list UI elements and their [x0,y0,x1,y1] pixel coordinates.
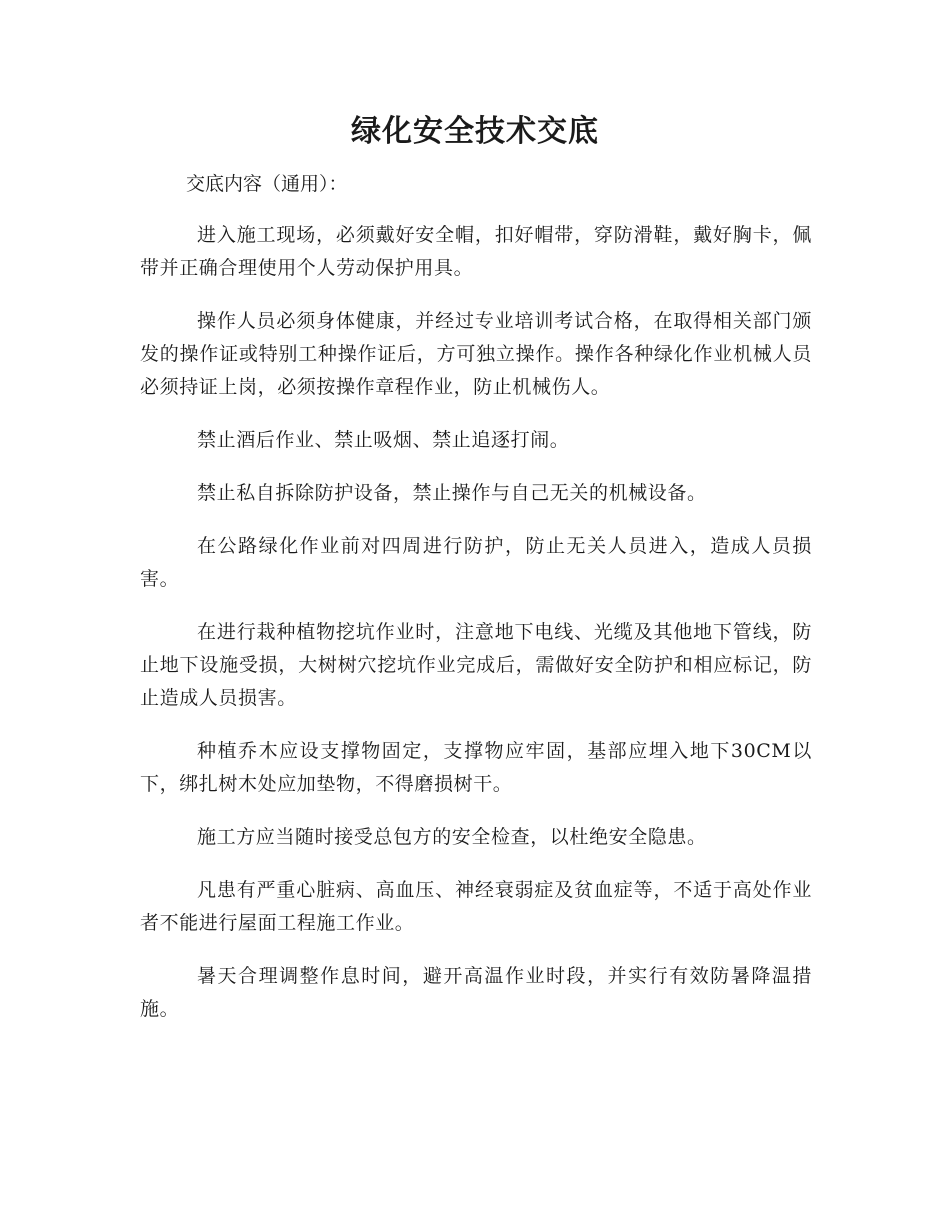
document-body [140,219,812,1046]
paragraph-8: 施工方应当随时接受总包方的安全检查，以杜绝安全隐患。 [197,826,707,848]
paragraph-6: 在进行栽种植物挖坑作业时，注意地下电线、光缆及其他地下管线，防止地下设施受损，大树树穴挖坑作业完成后，需做好安全防护和相应标记，防止造成人员损害。 [140,621,812,709]
paragraph-2: 操作人员必须身体健康，并经过专业培训考试合格，在取得相关部门颁发的操作证或特别工种操作证后，方可独立操作。操作各种绿化作业机械人员必须持证上岗，必须按操作章程作业，防止机械伤人。 [140,310,812,398]
paragraph-3: 禁止酒后作业、禁止吸烟、禁止追逐打闹。 [197,429,570,451]
paragraph-1: 进入施工现场，必须戴好安全帽，扣好帽带，穿防滑鞋，戴好胸卡，佩带并正确合理使用个人劳动保护用具。 [140,224,812,279]
paragraph-4: 禁止私自拆除防护设备，禁止操作与自己无关的机械设备。 [197,482,707,504]
document-title: 绿化安全技术交底 [351,114,599,149]
paragraph-10: 暑天合理调整作息时间，避开高温作业时段，并实行有效防暑降温措施。 [140,965,812,1020]
paragraph-9: 凡患有严重心脏病、高血压、神经衰弱症及贫血症等，不适于高处作业者不能进行屋面工程施工作业。 [140,879,812,934]
paragraph-5: 在公路绿化作业前对四周进行防护，防止无关人员进入，造成人员损害。 [140,535,812,590]
document-subtitle: 交底内容（通用）： [186,173,348,195]
paragraph-7: 种植乔木应设支撑物固定，支撑物应牢固，基部应埋入地下30CM以下，绑扎树木处应加垫物，不得磨损树干。 [140,740,812,795]
